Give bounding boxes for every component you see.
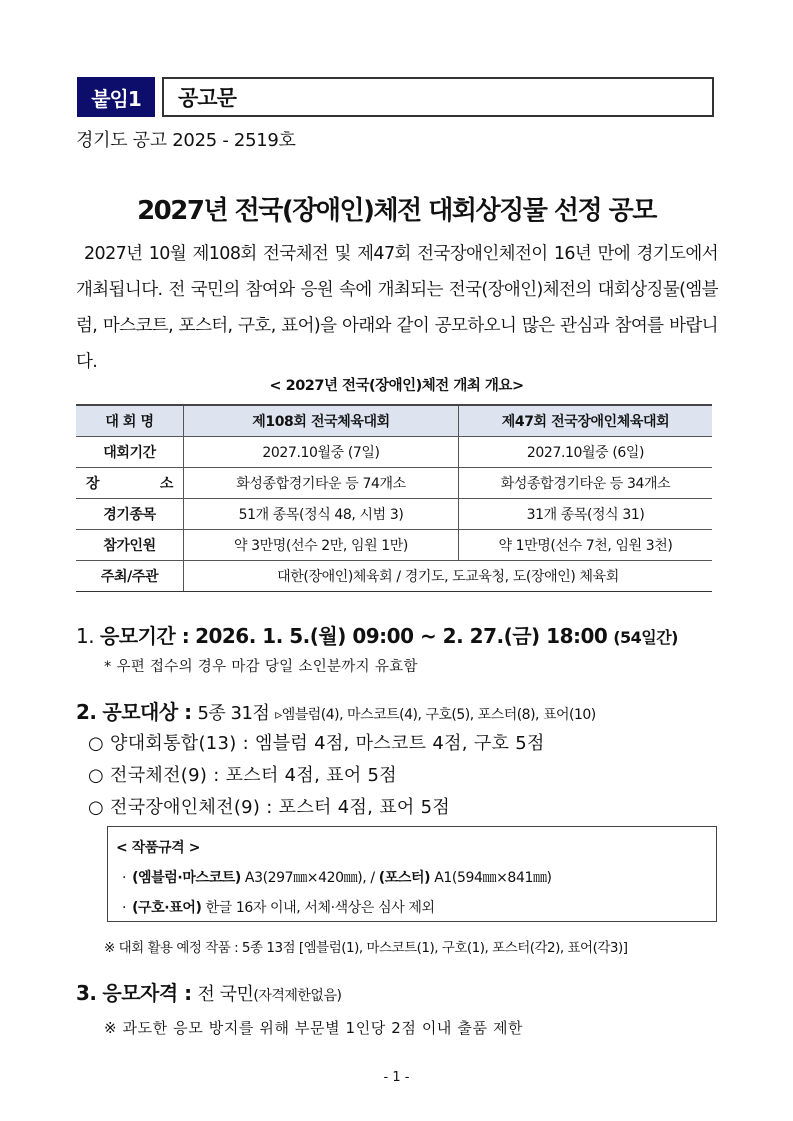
spec-text: A1(594㎜×841㎜) [434, 870, 552, 886]
attachment-tag: 붙임1 [77, 77, 155, 117]
section-label: 응모기간 : [99, 624, 190, 648]
list-item: ○ 전국장애인체전(9) : 포스터 4점, 표어 5점 [88, 797, 451, 818]
table-row-host [76, 561, 712, 592]
list-item: ○ 전국체전(9) : 포스터 4점, 표어 5점 [88, 765, 397, 786]
section-number: 3. [76, 981, 97, 1005]
overview-table [76, 404, 712, 592]
table-row [76, 468, 712, 499]
row-cell: 2027.10월중 (7일) [184, 437, 459, 468]
table-header-label: 대 회 명 [76, 405, 184, 437]
row-label: 경기종목 [76, 499, 184, 530]
table-header-row [76, 405, 712, 437]
target-detail: ▹엠블럼(4), 마스코트(4), 구호(5), 포스터(8), 표어(10) [275, 707, 596, 723]
doc-type-box [162, 77, 714, 117]
list-item: ○ 양대회통합(13) : 엠블럼 4점, 마스코트 4점, 구호 5점 [88, 733, 545, 754]
spec-text: 한글 16자 이내, 서체·색상은 심사 제외 [205, 900, 435, 916]
table-row [76, 499, 712, 530]
row-cell: 화성종합경기타운 등 74개소 [184, 468, 459, 499]
eligibility: 전 국민 [197, 984, 254, 1005]
table-caption: < 2027년 전국(장애인)체전 개최 개요> [269, 378, 524, 394]
row-cell: 화성종합경기타운 등 34개소 [459, 468, 713, 499]
spec-title: < 작품규격 > [116, 840, 201, 856]
spec-line-1: · (엠블럼·마스코트) A3(297㎜×420㎜), / (포스터) A1(594㎜×841㎜) [122, 870, 552, 886]
table-header-col1: 제108회 전국체육대회 [184, 405, 459, 437]
row-label: 참가인원 [76, 530, 184, 561]
table-row [76, 437, 712, 468]
intro-paragraph: 2027년 10월 제108회 전국체전 및 제47회 전국장애인체전이 16년 만에 경기도에서 개최됩니다. 전 국민의 참여와 응원 속에 개최되는 전국(장애인)체전의 대회상징물(엠블럼, 마스코트, 포스터, 구호, 표어)을 아래와 같이 공모하오니 많은 관심과 참여를 바랍니다. [76, 244, 718, 372]
target-count: 5종 31점 [197, 703, 270, 724]
spec-text: A3(297㎜×420㎜), / [244, 870, 375, 886]
spec-box [107, 826, 717, 922]
page-title: 2027년 전국(장애인)체전 대회상징물 선정 공모 [137, 196, 656, 226]
row-label: 대회기간 [76, 437, 184, 468]
limit-note: ※ 과도한 응모 방지를 위해 부문별 1인당 2점 이내 출품 제한 [104, 1019, 524, 1037]
row-cell: 31개 종목(정식 31) [459, 499, 713, 530]
spec-bold: (포스터) [378, 870, 431, 886]
row-cell: 약 1만명(선수 7천, 임원 3천) [459, 530, 713, 561]
section-number: 2. [76, 700, 97, 724]
row-cell: 51개 종목(정식 48, 시범 3) [184, 499, 459, 530]
page-number: - 1 - [383, 1070, 410, 1085]
usage-note: ※ 대회 활용 예정 작품 : 5종 13점 [엠블럼(1), 마스코트(1), 구호(1), 포스터(각2), 표어(각3)] [104, 940, 628, 956]
section-label: 응모자격 : [102, 981, 192, 1005]
section-2-heading [76, 696, 596, 725]
spec-bold: (구호·표어) [132, 900, 202, 916]
row-label: 주최/주관 [76, 561, 184, 592]
spec-line-2: · (구호·표어) 한글 16자 이내, 서체·색상은 심사 제외 [122, 900, 435, 916]
spec-bold: (엠블럼·마스코트) [132, 870, 241, 886]
row-cell: 2027.10월중 (6일) [459, 437, 713, 468]
notice-number: 경기도 공고 2025 - 2519호 [76, 130, 296, 151]
section-3-heading [76, 977, 341, 1006]
postal-note: * 우편 접수의 경우 마감 당일 소인분까지 유효함 [104, 659, 418, 675]
row-cell: 대한(장애인)체육회 / 경기도, 도교육청, 도(장애인) 체육회 [184, 561, 713, 592]
table-row [76, 530, 712, 561]
section-1-heading [76, 620, 678, 649]
eligibility-detail: (자격제한없음) [253, 988, 342, 1004]
doc-type-label: 공고문 [178, 86, 236, 110]
table-header-col2: 제47회 전국장애인체육대회 [459, 405, 713, 437]
row-label: 장 소 [76, 468, 184, 499]
application-period: 2026. 1. 5.(월) 09:00 ~ 2. 27.(금) 18:00 [195, 624, 608, 648]
section-number: 1. [76, 624, 95, 648]
row-cell: 약 3만명(선수 2만, 임원 1만) [184, 530, 459, 561]
section-label: 공모대상 : [102, 700, 192, 724]
duration: (54일간) [613, 628, 678, 647]
